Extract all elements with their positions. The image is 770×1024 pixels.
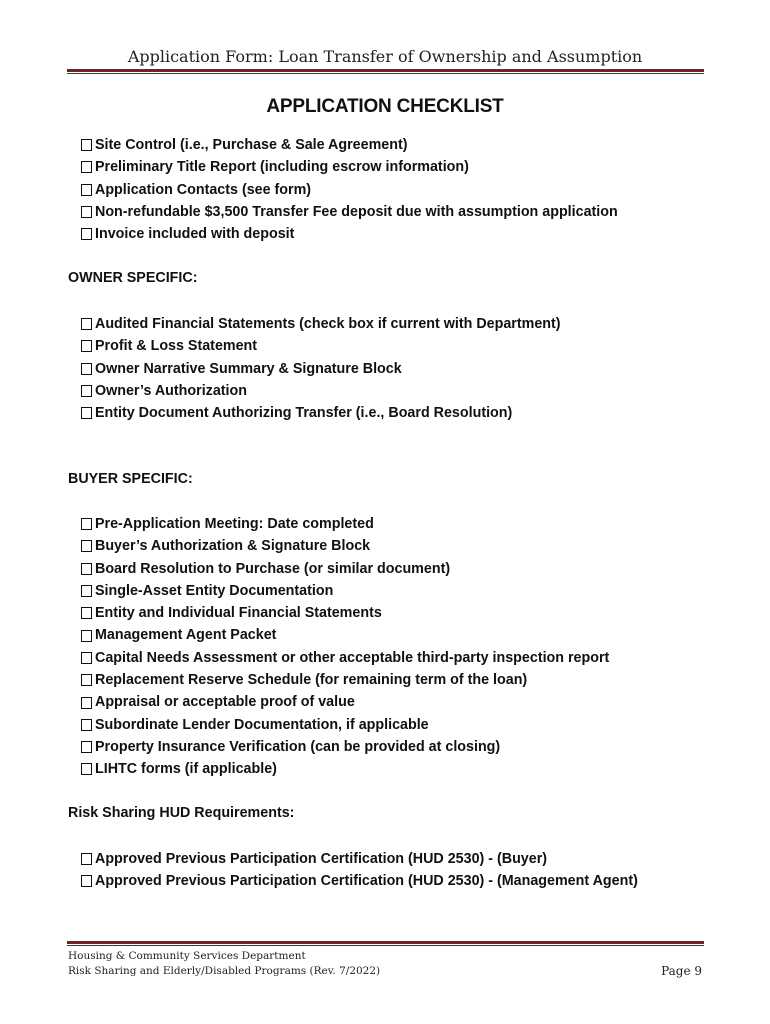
checkbox[interactable] <box>81 540 92 552</box>
list-item <box>81 714 609 736</box>
checkbox[interactable] <box>81 184 92 196</box>
list-item <box>81 870 638 892</box>
checklist-title: APPLICATION CHECKLIST <box>266 96 504 117</box>
item-label: Appraisal or acceptable proof of value <box>95 694 355 711</box>
list-item <box>81 201 618 223</box>
item-label: Entity Document Authorizing Transfer (i.e., Board Resolution) <box>95 405 513 422</box>
risk-heading: Risk Sharing HUD Requirements: <box>68 805 295 821</box>
list-item <box>81 848 638 870</box>
checkbox[interactable] <box>81 585 92 597</box>
checkbox[interactable] <box>81 875 92 887</box>
list-item <box>81 134 618 156</box>
list-item <box>81 736 609 758</box>
list-item <box>81 358 561 380</box>
item-label: Board Resolution to Purchase (or similar document) <box>95 560 451 577</box>
list-item <box>81 156 618 178</box>
checkbox[interactable] <box>81 763 92 775</box>
list-item <box>81 513 609 535</box>
item-label: Entity and Individual Financial Statements <box>95 605 382 622</box>
list-item <box>81 335 561 357</box>
running-header: Application Form: Loan Transfer of Ownership and Assumption <box>127 47 643 66</box>
buyer-checklist <box>81 513 609 781</box>
item-label: LIHTC forms (if applicable) <box>95 761 277 778</box>
checkbox[interactable] <box>81 563 92 575</box>
item-label: Audited Financial Statements (check box if current with Department) <box>95 316 561 332</box>
footer-rule <box>67 941 704 946</box>
checkbox[interactable] <box>81 385 92 397</box>
list-item <box>81 580 609 602</box>
item-label: Profit & Loss Statement <box>95 338 258 355</box>
page-number: Page 9 <box>661 964 702 978</box>
item-label: Management Agent Packet <box>95 627 277 644</box>
item-label: Approved Previous Participation Certification (HUD 2530) - (Management Agent) <box>95 873 638 890</box>
item-label: Property Insurance Verification (can be provided at closing) <box>95 738 501 755</box>
checkbox[interactable] <box>81 318 92 330</box>
item-label: Capital Needs Assessment or other acceptable third-party inspection report <box>95 649 610 666</box>
list-item <box>81 380 561 402</box>
list-item <box>81 602 609 624</box>
checkbox[interactable] <box>81 340 92 352</box>
checkbox[interactable] <box>81 407 92 419</box>
list-item <box>81 624 609 646</box>
risk-checklist <box>81 848 638 893</box>
checkbox[interactable] <box>81 652 92 664</box>
buyer-heading: BUYER SPECIFIC: <box>68 471 193 487</box>
checkbox[interactable] <box>81 741 92 753</box>
list-item <box>81 223 618 245</box>
item-label: Replacement Reserve Schedule (for remaining term of the loan) <box>95 672 528 689</box>
checkbox[interactable] <box>81 853 92 865</box>
item-label: Owner’s Authorization <box>95 382 247 399</box>
checkbox[interactable] <box>81 206 92 218</box>
list-item <box>81 647 609 669</box>
item-label: Subordinate Lender Documentation, if applicable <box>95 716 429 733</box>
item-label: Preliminary Title Report (including escrow information) <box>95 159 469 176</box>
list-item <box>81 691 609 713</box>
checkbox[interactable] <box>81 228 92 240</box>
owner-heading: OWNER SPECIFIC: <box>68 270 198 286</box>
checkbox[interactable] <box>81 630 92 642</box>
footer-program: Risk Sharing and Elderly/Disabled Programs (Rev. 7/2022) <box>68 965 381 977</box>
list-item <box>81 758 609 780</box>
item-label: Buyer’s Authorization & Signature Block <box>95 538 371 555</box>
item-label: Site Control (i.e., Purchase & Sale Agreement) <box>95 137 408 153</box>
checkbox[interactable] <box>81 697 92 709</box>
item-label: Invoice included with deposit <box>95 226 295 243</box>
checkbox[interactable] <box>81 719 92 731</box>
list-item <box>81 402 561 424</box>
checkbox[interactable] <box>81 607 92 619</box>
list-item <box>81 179 618 201</box>
item-label: Single-Asset Entity Documentation <box>95 582 334 599</box>
checkbox[interactable] <box>81 161 92 173</box>
list-item <box>81 558 609 580</box>
checkbox[interactable] <box>81 363 92 375</box>
item-label: Approved Previous Participation Certification (HUD 2530) - (Buyer) <box>95 851 548 867</box>
checkbox[interactable] <box>81 139 92 151</box>
list-item <box>81 313 561 335</box>
list-item <box>81 669 609 691</box>
item-label: Pre-Application Meeting: Date completed <box>95 516 374 532</box>
checkbox[interactable] <box>81 518 92 530</box>
footer-department: Housing & Community Services Department <box>68 950 306 962</box>
header-rule <box>67 69 704 74</box>
item-label: Owner Narrative Summary & Signature Block <box>95 360 402 377</box>
item-label: Non-refundable $3,500 Transfer Fee deposit due with assumption application <box>95 203 618 220</box>
general-checklist <box>81 134 618 245</box>
list-item <box>81 535 609 557</box>
checkbox[interactable] <box>81 674 92 686</box>
item-label: Application Contacts (see form) <box>95 181 312 198</box>
owner-checklist <box>81 313 561 424</box>
